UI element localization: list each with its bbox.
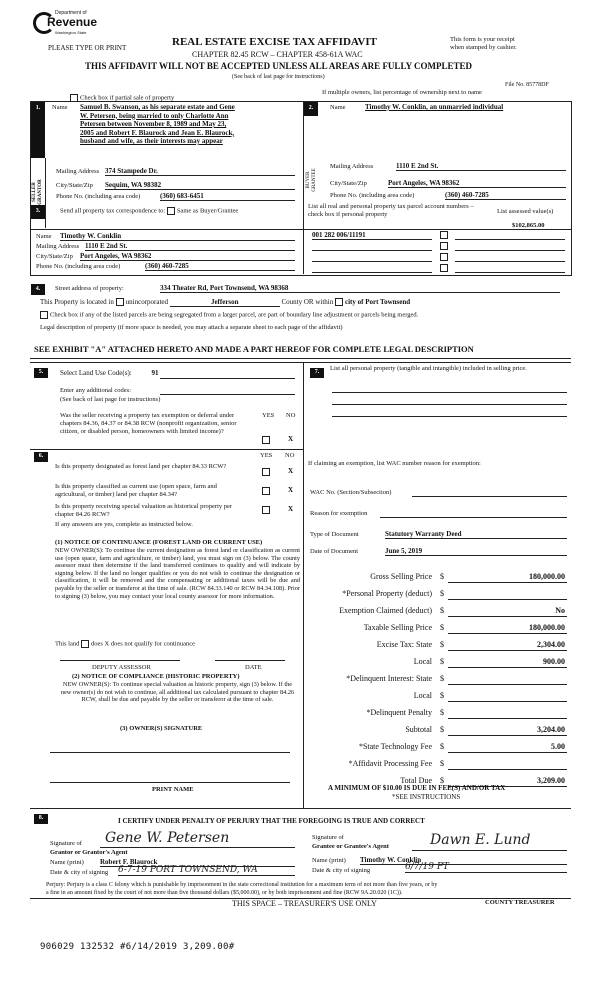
fee-value: 900.00 — [543, 657, 565, 666]
fee-label: *State Technology Fee — [358, 742, 432, 751]
fee-label: Taxable Selling Price — [363, 623, 432, 632]
forest-yes-checkbox[interactable] — [262, 468, 270, 476]
unincorporated-checkbox[interactable] — [116, 298, 124, 306]
city-checkbox[interactable] — [335, 298, 343, 306]
grantee-name: Timothy W. Conklin — [360, 856, 567, 865]
form-chapter: CHAPTER 82.45 RCW – CHAPTER 458-61A WAC — [192, 50, 363, 59]
buyer-name: Timothy W. Conklin, an unmarried individual — [365, 103, 504, 111]
seller-name: Samuel B. Swanson, as his separate estate and Gene W. Petersen, being married to only Charlotte Ann Petersen between November 8, 1989 and May 23, 2005 and Robert F. Blaurock and Jean E. Blaurock, husband and wife, as their interests may appear — [80, 103, 235, 145]
fee-value: 2,304.00 — [537, 640, 565, 649]
fee-label: *Personal Property (deduct) — [342, 589, 432, 598]
land-use-code: 91 — [151, 369, 159, 377]
fee-dollar: $ — [440, 691, 444, 700]
assessed-value: $102,865.00 — [512, 222, 545, 229]
fee-value: 5.00 — [551, 742, 565, 751]
parcel-number: 001 282 006/11191 — [312, 231, 432, 240]
document-type: Statutory Warranty Deed — [385, 530, 567, 539]
section-2-badge: 2. — [304, 102, 318, 116]
section-1-badge: 1. — [31, 102, 45, 182]
form-title: REAL ESTATE EXCISE TAX AFFIDAVIT — [172, 36, 377, 48]
same-as-buyer-checkbox[interactable] — [167, 207, 175, 215]
tax-name: Timothy W. Conklin — [60, 232, 295, 241]
property-street: 334 Theater Rd, Port Townsend, WA 98368 — [160, 284, 560, 293]
fee-dollar: $ — [440, 640, 444, 649]
fee-label: Subtotal — [405, 725, 432, 734]
fee-label: *Delinquent Interest: State — [346, 674, 432, 683]
personal-property-checkbox[interactable] — [440, 231, 448, 239]
fee-value: 3,204.00 — [537, 725, 565, 734]
section-3-badge: 3. — [31, 205, 45, 219]
fee-label: Gross Selling Price — [370, 572, 432, 581]
fee-label: Local — [413, 691, 432, 700]
seller-city: Sequim, WA 98382 — [105, 181, 295, 190]
fee-dollar: $ — [440, 606, 444, 615]
buyer-phone: (360) 460-7285 — [445, 191, 566, 200]
seller-side-label: SELLER GRANTOR — [31, 158, 46, 228]
fee-value: No — [555, 606, 565, 615]
seller-phone: (360) 683-6451 — [160, 192, 295, 201]
seller-mailing: 374 Stampede Dr. — [105, 167, 295, 176]
grantee-signature: Dawn E. Lund — [430, 832, 531, 848]
perjury-notice: Perjury: Perjury is a class C felony which is punishable by imprisonment in the state correctional institution for a maximum term of not more than five years, or by a fine in an amount fixed by the court of not more than five thousand dollars ($5,000.00), or by both imprisonment and fine (RCW 9A.20.020 (1C)). — [46, 882, 438, 896]
section-7-badge: 7. — [310, 368, 324, 378]
fee-label: Excise Tax: State — [376, 640, 432, 649]
fee-label: Total Due — [400, 776, 432, 785]
buyer-city: Port Angeles, WA 98362 — [388, 179, 566, 188]
section-8-badge: 8. — [34, 814, 48, 824]
fee-dollar: $ — [440, 725, 444, 734]
form-warning: THIS AFFIDAVIT WILL NOT BE ACCEPTED UNLESS ALL AREAS ARE FULLY COMPLETED — [85, 61, 473, 71]
section-5-badge: 5. — [34, 368, 48, 378]
buyer-mailing: 1110 E 2nd St. — [396, 162, 566, 171]
fee-dollar: $ — [440, 572, 444, 581]
please-type: PLEASE TYPE OR PRINT — [48, 44, 127, 52]
fee-label: *Delinquent Penalty — [366, 708, 432, 717]
certify-statement: I CERTIFY UNDER PENALTY OF PERJURY THAT THE FOREGOING IS TRUE AND CORRECT — [118, 817, 425, 825]
notice-compliance: NEW OWNER(S): To continue special valuation as historic property, sign (3) below. If the new owner(s) do not wish to continue, all additional tax calculated pursuant to chapter 84.26 RCW, shall be due and payable by the seller or transferor at the time of sale. — [60, 681, 295, 704]
section-6-badge: 6. — [34, 452, 48, 462]
see-back: (See back of last page for instructions) — [232, 74, 325, 80]
fee-dollar: $ — [440, 623, 444, 632]
exemption-no-mark: X — [288, 435, 294, 443]
fee-value: 180,000.00 — [529, 623, 565, 632]
personal-property-checkbox[interactable] — [440, 253, 448, 261]
fee-dollar: $ — [440, 759, 444, 768]
fee-label: Exemption Claimed (deduct) — [339, 606, 432, 615]
notice-continuance: NEW OWNER(S): To continue the current designation as forest land or classification as current use (open space, farm and agriculture, or timber) land, you must sign on (3) below. The county assessor must then determine if the land transferred continues to qualify and will indicate by signing below. If the land no longer qualifies or you do not wish to continue the designation or classification, it will be removed and the compensating or additional taxes will be due and payable by the seller or transferor at the time of sale. (RCW 84.33.140 or RCW 84.34.108). Prior to signing (3) below, you may contact your local county assessor for more information. — [55, 547, 300, 600]
fee-dollar: $ — [440, 742, 444, 751]
fee-label: *Affidavit Processing Fee — [348, 759, 432, 768]
fee-dollar: $ — [440, 674, 444, 683]
segregated-checkbox[interactable] — [40, 311, 48, 319]
current-use-yes-checkbox[interactable] — [262, 487, 270, 495]
fee-value: 3,209.00 — [537, 776, 565, 785]
location-line: This Property is located in unincorporated Jefferson County OR within city of Port Townsend — [40, 298, 411, 306]
historic-yes-checkbox[interactable] — [262, 506, 270, 514]
grantor-name: Robert F. Blaurock — [100, 858, 295, 867]
partial-sale-checkbox[interactable]: Check box if partial sale of property — [70, 94, 174, 102]
personal-property-checkbox[interactable] — [440, 264, 448, 272]
tax-mailing: 1110 E 2nd St. — [85, 242, 295, 251]
grantor-date: 6-7-19 PORT TOWNSEND, WA — [118, 865, 295, 876]
qualify-checkbox[interactable] — [81, 640, 89, 648]
fee-label: Local — [413, 657, 432, 666]
fee-dollar: $ — [440, 708, 444, 717]
exemption-yes-checkbox[interactable] — [262, 436, 270, 444]
grantor-signature: Gene W. Petersen — [105, 830, 230, 846]
dor-logo: Department of Revenue Washington State — [33, 10, 91, 40]
fee-dollar: $ — [440, 776, 444, 785]
tax-phone: (360) 460-7285 — [145, 262, 295, 271]
cashier-stamp: 906029 132532 #6/14/2019 3,209.00# — [40, 942, 235, 952]
grantee-date: 6/7/19 PT — [405, 862, 567, 873]
fee-dollar: $ — [440, 589, 444, 598]
tax-city: Port Angeles, WA 98362 — [80, 252, 295, 261]
document-date: June 5, 2019 — [385, 547, 567, 556]
exhibit-reference: SEE EXHIBIT "A" ATTACHED HERETO AND MADE A PART HEREOF FOR COMPLETE LEGAL DESCRIPTION — [34, 344, 474, 354]
fee-dollar: $ — [440, 657, 444, 666]
fee-value: 180,000.00 — [529, 572, 565, 581]
personal-property-checkbox[interactable] — [440, 242, 448, 250]
section-4-badge: 4. — [31, 284, 45, 295]
